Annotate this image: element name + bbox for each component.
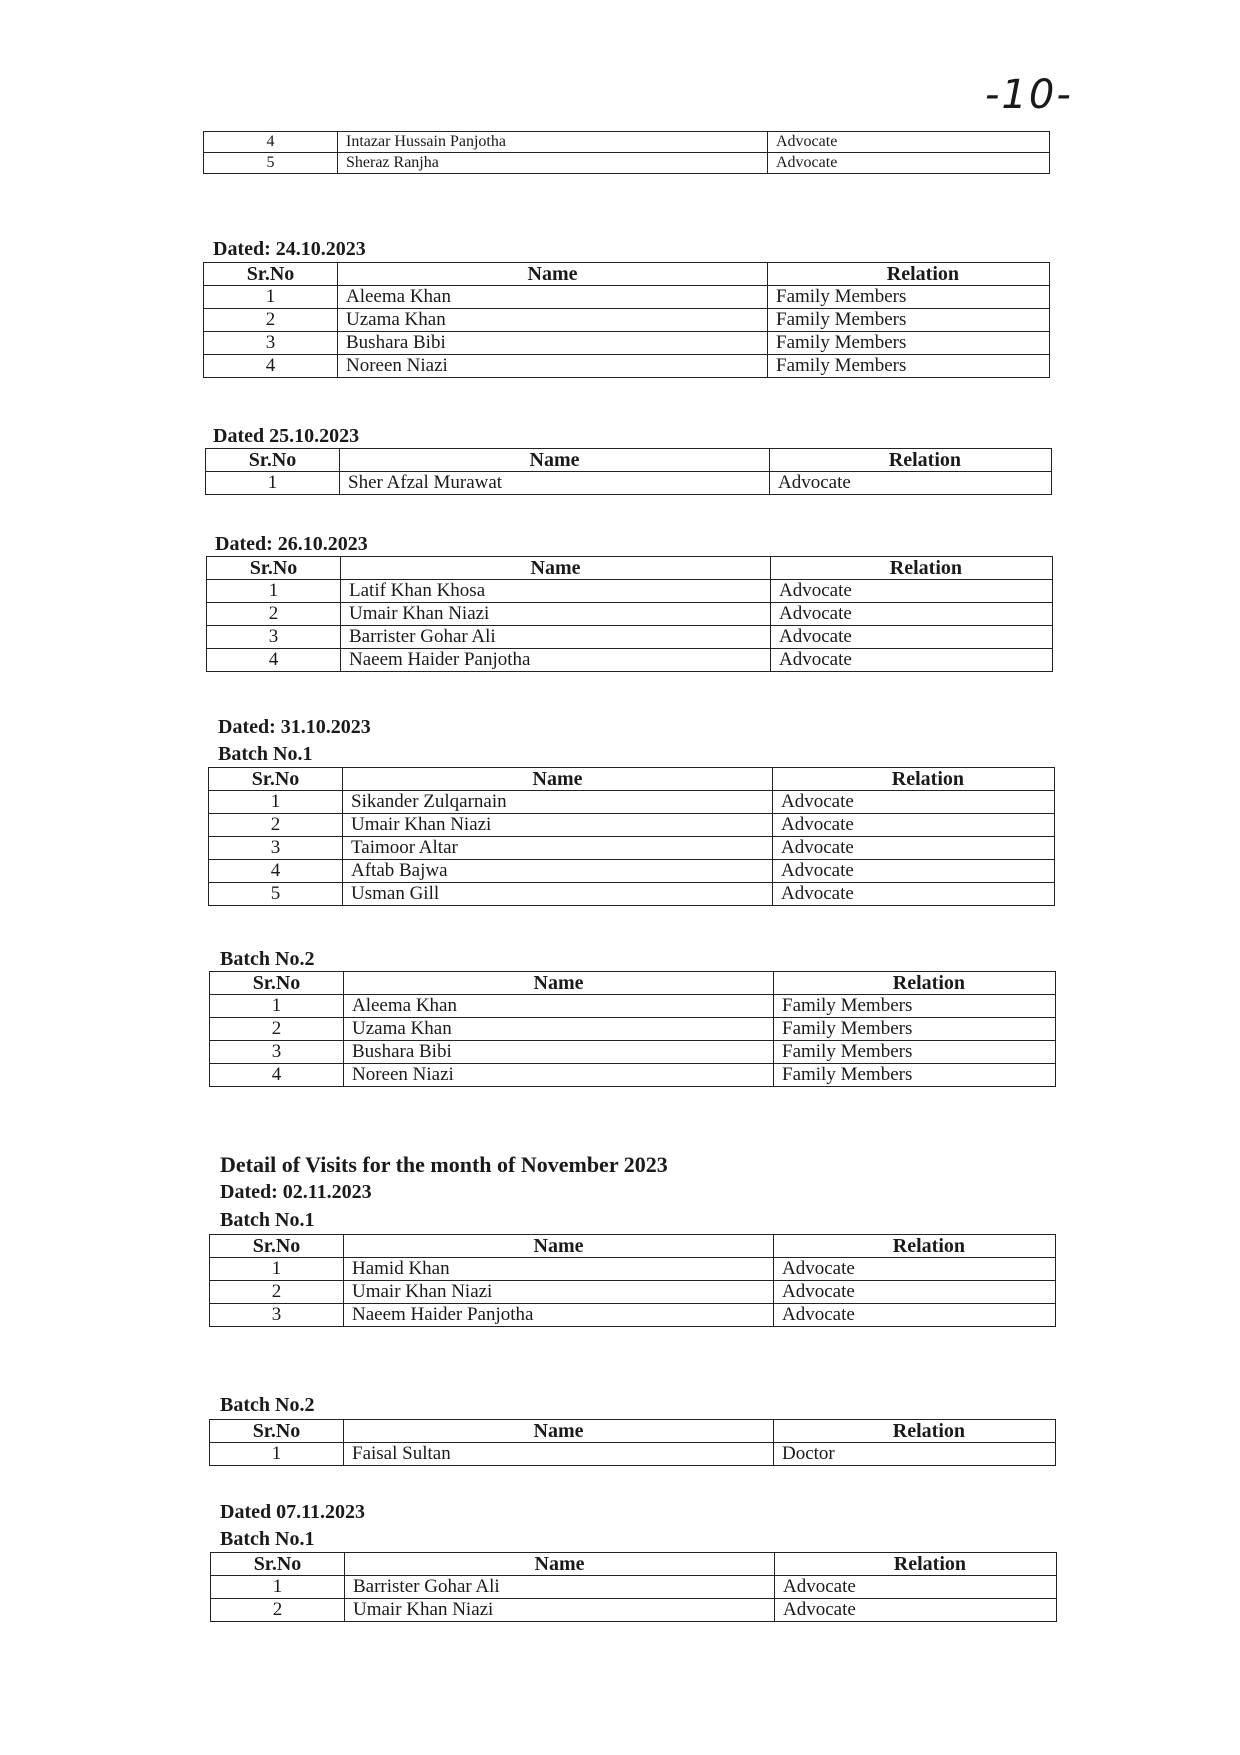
sr-cell: 3 (207, 626, 341, 649)
name-cell: Aleema Khan (344, 995, 774, 1018)
sr-cell: 4 (204, 132, 338, 153)
name-cell: Naeem Haider Panjotha (344, 1304, 774, 1327)
table-row (204, 332, 1050, 355)
sr-cell: 5 (209, 883, 343, 906)
name-cell: Bushara Bibi (344, 1041, 774, 1064)
relation-cell: Advocate (771, 626, 1053, 649)
sr-cell: 2 (210, 1281, 344, 1304)
name-cell: Intazar Hussain Panjotha (338, 132, 768, 153)
continued-table (203, 131, 1050, 174)
name-cell: Umair Khan Niazi (344, 1281, 774, 1304)
table-row (204, 153, 1050, 174)
relation-header: Relation (771, 557, 1053, 580)
name-cell: Barrister Gohar Ali (345, 1576, 775, 1599)
table-row (210, 1258, 1056, 1281)
sr-cell: 2 (211, 1599, 345, 1622)
table-row (204, 309, 1050, 332)
name-header: Name (345, 1553, 775, 1576)
header-row (206, 449, 1052, 472)
sr-cell: 1 (209, 791, 343, 814)
table-row (210, 1281, 1056, 1304)
relation-cell: Advocate (773, 814, 1055, 837)
name-cell: Latif Khan Khosa (341, 580, 771, 603)
table-row (207, 603, 1053, 626)
name-cell: Uzama Khan (338, 309, 768, 332)
name-header: Name (344, 1420, 774, 1443)
name-cell: Noreen Niazi (338, 355, 768, 378)
sr-cell: 3 (204, 332, 338, 355)
table-row (209, 814, 1055, 837)
batch-label: Batch No.1 (220, 1209, 315, 1231)
sr-cell: 2 (207, 603, 341, 626)
relation-header: Relation (774, 1235, 1056, 1258)
visits-table (209, 1419, 1056, 1466)
name-cell: Sher Afzal Murawat (340, 472, 770, 495)
relation-header: Relation (775, 1553, 1057, 1576)
relation-cell: Advocate (771, 649, 1053, 672)
table-row (210, 1304, 1056, 1327)
name-cell: Umair Khan Niazi (345, 1599, 775, 1622)
name-cell: Umair Khan Niazi (343, 814, 773, 837)
name-cell: Bushara Bibi (338, 332, 768, 355)
name-header: Name (343, 768, 773, 791)
table-row (211, 1599, 1057, 1622)
sr-cell: 1 (211, 1576, 345, 1599)
sr-header: Sr.No (210, 972, 344, 995)
sr-cell: 3 (209, 837, 343, 860)
name-cell: Noreen Niazi (344, 1064, 774, 1087)
sr-cell: 4 (210, 1064, 344, 1087)
relation-cell: Advocate (774, 1304, 1056, 1327)
header-row (210, 1235, 1056, 1258)
name-cell: Sheraz Ranjha (338, 153, 768, 174)
sr-header: Sr.No (211, 1553, 345, 1576)
name-header: Name (344, 1235, 774, 1258)
relation-cell: Family Members (774, 1041, 1056, 1064)
sr-header: Sr.No (210, 1235, 344, 1258)
header-row (210, 1420, 1056, 1443)
relation-cell: Family Members (768, 309, 1050, 332)
table-row (210, 1443, 1056, 1466)
table-row (204, 132, 1050, 153)
section-date: Dated: 26.10.2023 (215, 533, 368, 555)
relation-cell: Family Members (768, 355, 1050, 378)
header-row (211, 1553, 1057, 1576)
sr-cell: 1 (206, 472, 340, 495)
table-row (207, 580, 1053, 603)
batch-label: Batch No.1 (218, 743, 313, 765)
section-date: Dated: 31.10.2023 (218, 716, 371, 738)
visits-table (209, 971, 1056, 1087)
name-cell: Faisal Sultan (344, 1443, 774, 1466)
visits-table (210, 1552, 1057, 1622)
sr-cell: 3 (210, 1304, 344, 1327)
relation-cell: Advocate (768, 132, 1050, 153)
batch-label: Batch No.2 (220, 948, 315, 970)
name-cell: Barrister Gohar Ali (341, 626, 771, 649)
relation-cell: Advocate (771, 603, 1053, 626)
sr-header: Sr.No (206, 449, 340, 472)
relation-cell: Advocate (773, 791, 1055, 814)
sr-cell: 2 (210, 1018, 344, 1041)
relation-cell: Family Members (774, 1018, 1056, 1041)
page-number: -10- (985, 72, 1073, 118)
relation-cell: Advocate (774, 1281, 1056, 1304)
sr-cell: 4 (204, 355, 338, 378)
name-cell: Aftab Bajwa (343, 860, 773, 883)
name-header: Name (340, 449, 770, 472)
table-row (211, 1576, 1057, 1599)
visits-table (203, 262, 1050, 378)
relation-cell: Advocate (774, 1258, 1056, 1281)
table-row (209, 883, 1055, 906)
section-date: Dated 25.10.2023 (213, 425, 360, 447)
sr-cell: 3 (210, 1041, 344, 1064)
relation-cell: Advocate (771, 580, 1053, 603)
relation-cell: Family Members (774, 995, 1056, 1018)
relation-header: Relation (770, 449, 1052, 472)
header-row (207, 557, 1053, 580)
month-heading: Detail of Visits for the month of November 2023 (220, 1152, 668, 1177)
relation-cell: Family Members (768, 286, 1050, 309)
sr-cell: 1 (210, 1258, 344, 1281)
relation-cell: Advocate (773, 837, 1055, 860)
header-row (209, 768, 1055, 791)
section-date: Dated 07.11.2023 (220, 1501, 365, 1523)
table-row (210, 1041, 1056, 1064)
relation-cell: Family Members (774, 1064, 1056, 1087)
table-row (210, 995, 1056, 1018)
table-row (209, 860, 1055, 883)
name-cell: Hamid Khan (344, 1258, 774, 1281)
visits-table (205, 448, 1052, 495)
header-row (204, 263, 1050, 286)
table-row (204, 286, 1050, 309)
sr-header: Sr.No (209, 768, 343, 791)
name-cell: Usman Gill (343, 883, 773, 906)
relation-cell: Advocate (773, 860, 1055, 883)
sr-cell: 5 (204, 153, 338, 174)
relation-cell: Advocate (770, 472, 1052, 495)
sr-header: Sr.No (207, 557, 341, 580)
relation-cell: Family Members (768, 332, 1050, 355)
sr-cell: 4 (207, 649, 341, 672)
header-row (210, 972, 1056, 995)
sr-cell: 2 (204, 309, 338, 332)
name-header: Name (338, 263, 768, 286)
section-date: Dated: 24.10.2023 (213, 238, 366, 260)
table-row (210, 1064, 1056, 1087)
table-row (210, 1018, 1056, 1041)
sr-cell: 1 (204, 286, 338, 309)
name-cell: Sikander Zulqarnain (343, 791, 773, 814)
sr-cell: 4 (209, 860, 343, 883)
name-cell: Aleema Khan (338, 286, 768, 309)
visits-table (209, 1234, 1056, 1327)
relation-cell: Doctor (774, 1443, 1056, 1466)
section-date: Dated: 02.11.2023 (220, 1181, 372, 1203)
table-row (209, 837, 1055, 860)
relation-cell: Advocate (768, 153, 1050, 174)
table-row (209, 791, 1055, 814)
sr-cell: 1 (210, 1443, 344, 1466)
sr-cell: 1 (207, 580, 341, 603)
table-row (204, 355, 1050, 378)
relation-header: Relation (774, 1420, 1056, 1443)
relation-cell: Advocate (773, 883, 1055, 906)
name-header: Name (341, 557, 771, 580)
sr-header: Sr.No (204, 263, 338, 286)
batch-label: Batch No.2 (220, 1394, 315, 1416)
relation-header: Relation (768, 263, 1050, 286)
batch-label: Batch No.1 (220, 1528, 315, 1550)
sr-cell: 2 (209, 814, 343, 837)
relation-cell: Advocate (775, 1599, 1057, 1622)
visits-table (208, 767, 1055, 906)
name-cell: Taimoor Altar (343, 837, 773, 860)
name-cell: Umair Khan Niazi (341, 603, 771, 626)
relation-cell: Advocate (775, 1576, 1057, 1599)
relation-header: Relation (773, 768, 1055, 791)
name-cell: Uzama Khan (344, 1018, 774, 1041)
sr-cell: 1 (210, 995, 344, 1018)
relation-header: Relation (774, 972, 1056, 995)
table-row (207, 649, 1053, 672)
continued-rows (204, 132, 1050, 174)
sr-header: Sr.No (210, 1420, 344, 1443)
table-row (206, 472, 1052, 495)
table-row (207, 626, 1053, 649)
name-cell: Naeem Haider Panjotha (341, 649, 771, 672)
name-header: Name (344, 972, 774, 995)
visits-table (206, 556, 1053, 672)
